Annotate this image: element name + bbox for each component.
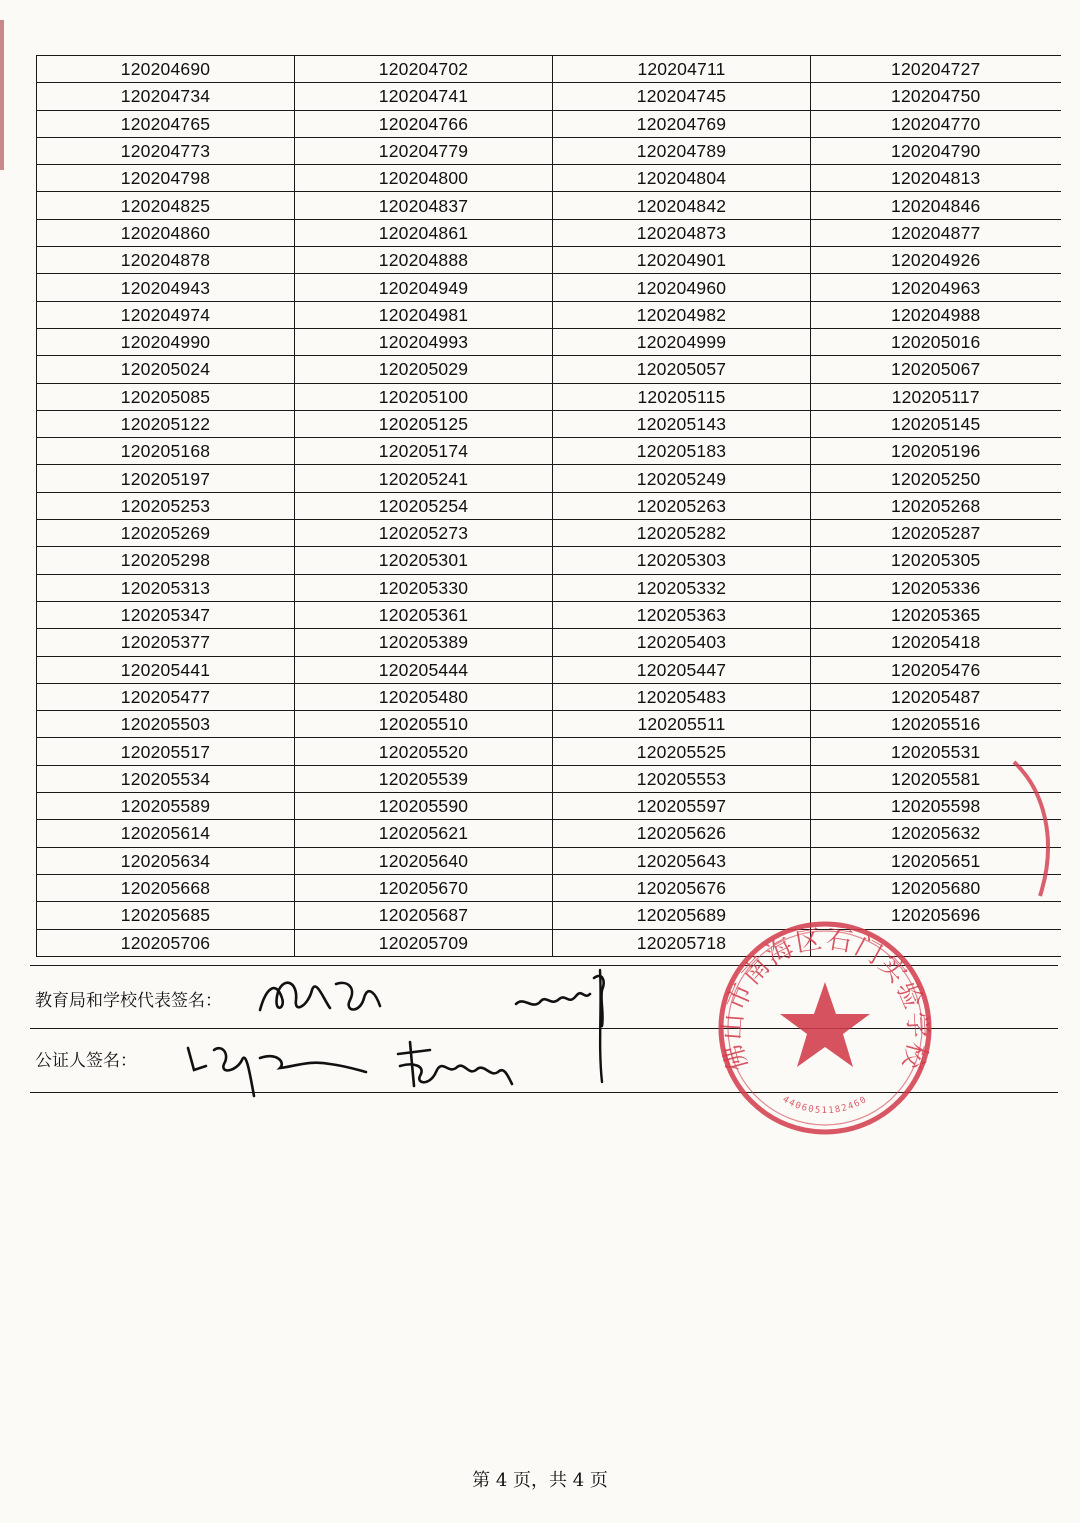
id-cell: 120205305 xyxy=(811,547,1061,574)
notary-signature-1 xyxy=(180,1030,370,1104)
id-cell: 120205525 xyxy=(553,738,811,765)
table-row xyxy=(37,192,1061,219)
page-edge-mark xyxy=(0,20,4,170)
id-cell: 120204901 xyxy=(553,247,811,274)
id-cell: 120204773 xyxy=(37,137,295,164)
table-row xyxy=(37,465,1061,492)
table-row xyxy=(37,165,1061,192)
official-seal xyxy=(715,918,935,1138)
table-row xyxy=(37,765,1061,792)
id-cell: 120205363 xyxy=(553,601,811,628)
table-row xyxy=(37,793,1061,820)
id-cell: 120205626 xyxy=(553,820,811,847)
id-cell: 120205117 xyxy=(811,383,1061,410)
id-cell: 120205696 xyxy=(811,902,1061,929)
table-row xyxy=(37,574,1061,601)
id-cell: 120204846 xyxy=(811,192,1061,219)
table-row xyxy=(37,820,1061,847)
id-cell: 120204745 xyxy=(553,83,811,110)
id-cell: 120205520 xyxy=(295,738,553,765)
id-cell: 120205143 xyxy=(553,410,811,437)
id-cell: 120204804 xyxy=(553,165,811,192)
id-cell: 120205282 xyxy=(553,520,811,547)
id-cell: 120204711 xyxy=(553,56,811,83)
id-cell: 120205687 xyxy=(295,902,553,929)
representative-signature-label: 教育局和学校代表签名： xyxy=(35,991,222,1011)
id-cell: 120205477 xyxy=(37,683,295,710)
id-cell: 120204963 xyxy=(811,274,1061,301)
id-cell: 120205539 xyxy=(295,765,553,792)
id-number-table xyxy=(36,55,1061,957)
id-cell: 120205689 xyxy=(553,902,811,929)
table-row xyxy=(37,738,1061,765)
table-row xyxy=(37,56,1061,83)
id-cell: 120205516 xyxy=(811,711,1061,738)
table-row xyxy=(37,656,1061,683)
id-cell: 120204702 xyxy=(295,56,553,83)
id-cell: 120204860 xyxy=(37,219,295,246)
id-cell: 120205196 xyxy=(811,438,1061,465)
id-cell: 120205085 xyxy=(37,383,295,410)
id-cell: 120205640 xyxy=(295,847,553,874)
id-cell: 120204769 xyxy=(553,110,811,137)
id-cell: 120205168 xyxy=(37,438,295,465)
id-cell: 120205361 xyxy=(295,601,553,628)
id-cell: 120205301 xyxy=(295,547,553,574)
table-row xyxy=(37,847,1061,874)
id-cell: 120205553 xyxy=(553,765,811,792)
id-cell: 120205403 xyxy=(553,629,811,656)
id-cell: 120205389 xyxy=(295,629,553,656)
id-cell: 120205197 xyxy=(37,465,295,492)
id-cell: 120205680 xyxy=(811,874,1061,901)
id-cell: 120204789 xyxy=(553,137,811,164)
id-cell: 120205241 xyxy=(295,465,553,492)
table-row xyxy=(37,711,1061,738)
id-cell: 120205621 xyxy=(295,820,553,847)
id-cell: 120204790 xyxy=(811,137,1061,164)
id-cell: 120205268 xyxy=(811,492,1061,519)
id-cell: 120205531 xyxy=(811,738,1061,765)
table-row xyxy=(37,874,1061,901)
id-cell: 120205685 xyxy=(37,902,295,929)
id-cell: 120204800 xyxy=(295,165,553,192)
partial-seal-edge xyxy=(1000,760,1080,900)
table-row xyxy=(37,383,1061,410)
id-cell: 120204766 xyxy=(295,110,553,137)
id-cell: 120204837 xyxy=(295,192,553,219)
id-cell: 120205263 xyxy=(553,492,811,519)
id-cell: 120204734 xyxy=(37,83,295,110)
table-row xyxy=(37,438,1061,465)
id-cell: 120205365 xyxy=(811,601,1061,628)
id-cell: 120204960 xyxy=(553,274,811,301)
id-cell: 120205100 xyxy=(295,383,553,410)
notary-signature-2 xyxy=(390,1032,520,1094)
id-cell: 120205273 xyxy=(295,520,553,547)
id-cell: 120204990 xyxy=(37,328,295,355)
notary-signature-label: 公证人签名： xyxy=(35,1051,137,1071)
id-cell: 120205122 xyxy=(37,410,295,437)
signature-vertical-stroke xyxy=(590,966,610,1086)
id-cell: 120205483 xyxy=(553,683,811,710)
table-row xyxy=(37,247,1061,274)
table-row xyxy=(37,274,1061,301)
id-cell: 120205016 xyxy=(811,328,1061,355)
id-cell: 120205668 xyxy=(37,874,295,901)
id-cell: 120205510 xyxy=(295,711,553,738)
id-cell: 120205589 xyxy=(37,793,295,820)
table-row xyxy=(37,137,1061,164)
id-cell: 120205447 xyxy=(553,656,811,683)
id-cell: 120204779 xyxy=(295,137,553,164)
id-cell: 120205347 xyxy=(37,601,295,628)
id-cell: 120205125 xyxy=(295,410,553,437)
id-cell: 120205067 xyxy=(811,356,1061,383)
id-cell: 120205441 xyxy=(37,656,295,683)
id-cell: 120204993 xyxy=(295,328,553,355)
id-cell: 120204842 xyxy=(553,192,811,219)
id-cell: 120205597 xyxy=(553,793,811,820)
id-cell: 120205503 xyxy=(37,711,295,738)
id-cell: 120205511 xyxy=(553,711,811,738)
table-row xyxy=(37,492,1061,519)
id-cell: 120205249 xyxy=(553,465,811,492)
id-cell: 120204690 xyxy=(37,56,295,83)
id-cell: 120204988 xyxy=(811,301,1061,328)
id-cell: 120205706 xyxy=(37,929,295,956)
id-cell: 120205332 xyxy=(553,574,811,601)
id-cell: 120205676 xyxy=(553,874,811,901)
id-cell: 120205313 xyxy=(37,574,295,601)
svg-text:4406051182460: 4406051182460 xyxy=(780,1094,870,1117)
table-row xyxy=(37,83,1061,110)
id-cell: 120205057 xyxy=(553,356,811,383)
id-cell: 120205183 xyxy=(553,438,811,465)
svg-text:佛山市南海区石门实验学校: 佛山市南海区石门实验学校 xyxy=(717,924,933,1074)
table-row xyxy=(37,328,1061,355)
id-cell: 120205269 xyxy=(37,520,295,547)
id-cell: 120205250 xyxy=(811,465,1061,492)
id-cell: 120205174 xyxy=(295,438,553,465)
id-cell: 120205614 xyxy=(37,820,295,847)
id-cell: 120205581 xyxy=(811,765,1061,792)
id-cell: 120205336 xyxy=(811,574,1061,601)
id-cell: 120204982 xyxy=(553,301,811,328)
id-cell: 120205709 xyxy=(295,929,553,956)
id-cell: 120205534 xyxy=(37,765,295,792)
id-cell: 120204825 xyxy=(37,192,295,219)
id-cell: 120204878 xyxy=(37,247,295,274)
table-row xyxy=(37,301,1061,328)
table-row xyxy=(37,110,1061,137)
id-cell: 120204873 xyxy=(553,219,811,246)
id-cell: 120205643 xyxy=(553,847,811,874)
id-cell: 120204877 xyxy=(811,219,1061,246)
id-cell: 120205253 xyxy=(37,492,295,519)
representative-signature-1 xyxy=(252,970,402,1025)
id-cell: 120204750 xyxy=(811,83,1061,110)
id-cell: 120205670 xyxy=(295,874,553,901)
id-cell: 120205254 xyxy=(295,492,553,519)
id-cell: 120205632 xyxy=(811,820,1061,847)
id-cell: 120204798 xyxy=(37,165,295,192)
id-cell: 120204949 xyxy=(295,274,553,301)
id-cell: 120205444 xyxy=(295,656,553,683)
id-cell: 120205651 xyxy=(811,847,1061,874)
table-row xyxy=(37,520,1061,547)
id-cell: 120205287 xyxy=(811,520,1061,547)
id-cell: 120204813 xyxy=(811,165,1061,192)
id-cell: 120205634 xyxy=(37,847,295,874)
page-number: 第 4 页，共 4 页 xyxy=(472,1470,608,1491)
id-cell: 120204741 xyxy=(295,83,553,110)
id-cell: 120205303 xyxy=(553,547,811,574)
table-row xyxy=(37,356,1061,383)
id-cell: 120204999 xyxy=(553,328,811,355)
id-cell: 120205029 xyxy=(295,356,553,383)
table-row xyxy=(37,601,1061,628)
id-cell: 120204765 xyxy=(37,110,295,137)
id-cell: 120205590 xyxy=(295,793,553,820)
table-row xyxy=(37,547,1061,574)
id-cell: 120205115 xyxy=(553,383,811,410)
table-row xyxy=(37,410,1061,437)
id-cell: 120204727 xyxy=(811,56,1061,83)
id-cell: 120205330 xyxy=(295,574,553,601)
id-cell: 120205377 xyxy=(37,629,295,656)
id-cell: 120205145 xyxy=(811,410,1061,437)
id-cell: 120204974 xyxy=(37,301,295,328)
id-cell: 120205476 xyxy=(811,656,1061,683)
id-cell: 120205024 xyxy=(37,356,295,383)
id-cell: 120205598 xyxy=(811,793,1061,820)
id-cell: 120204770 xyxy=(811,110,1061,137)
id-cell: 120205418 xyxy=(811,629,1061,656)
id-cell: 120205718 xyxy=(553,929,811,956)
id-cell: 120204861 xyxy=(295,219,553,246)
table-row xyxy=(37,629,1061,656)
id-cell: 120205487 xyxy=(811,683,1061,710)
id-cell: 120204926 xyxy=(811,247,1061,274)
id-cell: 120204981 xyxy=(295,301,553,328)
table-row xyxy=(37,219,1061,246)
id-cell: 120205517 xyxy=(37,738,295,765)
id-cell: 120205480 xyxy=(295,683,553,710)
id-cell: 120205298 xyxy=(37,547,295,574)
id-cell: 120204943 xyxy=(37,274,295,301)
id-cell: 120204888 xyxy=(295,247,553,274)
table-row xyxy=(37,683,1061,710)
